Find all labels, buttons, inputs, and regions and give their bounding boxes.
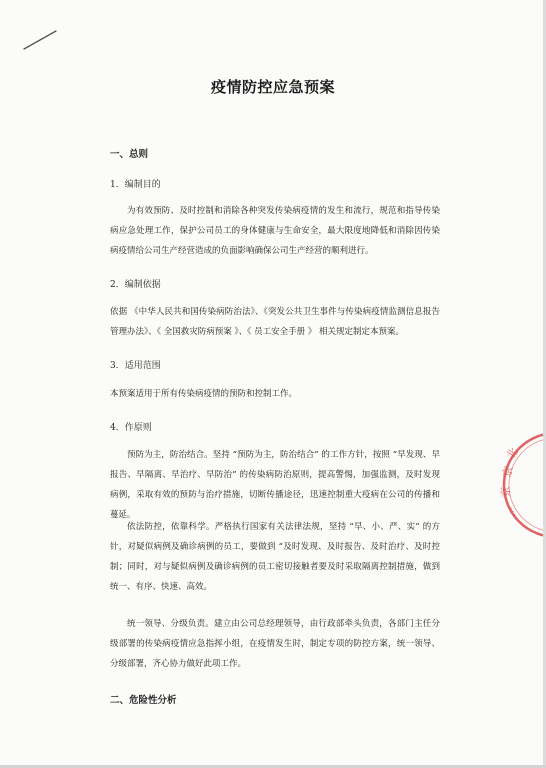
paragraph-scope: 本预案适用于所有传染病疫情的预防和控制工作。	[110, 389, 298, 399]
paragraph-principle-law: 依法防控，依靠科学。严格执行国家有关法律法规，坚持 “早、小、严、实” 的方针，对疑似病例及确诊病例的员工，要做到 “及时发现、及时报告、及时治疗、及时控制；同时，对与疑似病例及确诊病例的员工密切接触者要及时采取隔离控制措施，做到统一、有序、快速、高效。	[110, 522, 440, 592]
section-heading-risk: 二、危险性分析	[110, 695, 177, 706]
paragraph-principle-leadership: 统一领导、分级负责。建立由公司总经理领导，由行政部牵头负责，各部门主任分级部署的传染病疫情应急指挥小组，在疫情发生时，制定专项的防控方案，统一领导、分级部署，齐心协力做好此项工作。	[110, 619, 440, 669]
paragraph-basis: 依据 《中华人民共和国传染病防治法》、《突发公共卫生事件与传染病疫情监测信息报告管理办法》、《 全国救灾防病预案 》、《 员工安全手册 》 相关规定制定本预案。	[110, 307, 440, 337]
subsection-heading-basis: 2．编制依据	[110, 280, 161, 290]
svg-text:京: 京	[499, 485, 513, 498]
svg-text:京: 京	[500, 464, 516, 479]
subsection-heading-principles: 4．作原则	[110, 423, 152, 433]
company-seal-stamp	[496, 420, 546, 550]
svg-text:…: …	[501, 504, 519, 521]
section-heading-general: 一、总则	[110, 149, 149, 160]
paragraph-principle-prevention: 预防为主，防治结合。坚持 “预防为主，防治结合” 的工作方针，按照 “早发现、早报告、早隔离、早治疗、早防治” 的传染病防治原则，提高警惕，加强监测，及时发现病例，采取有效的预防与治疗措施，切断传播途径，迅速控制重大疫病在公司的传播和蔓延。	[110, 450, 440, 520]
document-title: 疫情防控应急预案	[210, 78, 335, 96]
paragraph-purpose: 为有效预防、及时控制和消除各种突发传染病疫情的发生和流行，规范和指导传染病应急处理工作，保护公司员工的身体健康与生命安全，最大限度地降低和消除因传染病疫情给公司生产经营造成的负面影响确保公司生产经营的顺利进行。	[110, 206, 440, 256]
svg-text:北: 北	[503, 445, 521, 462]
subsection-heading-purpose: 1．编制目的	[110, 180, 161, 190]
pen-stroke-mark	[22, 29, 58, 51]
subsection-heading-scope: 3．适用范围	[110, 361, 161, 371]
